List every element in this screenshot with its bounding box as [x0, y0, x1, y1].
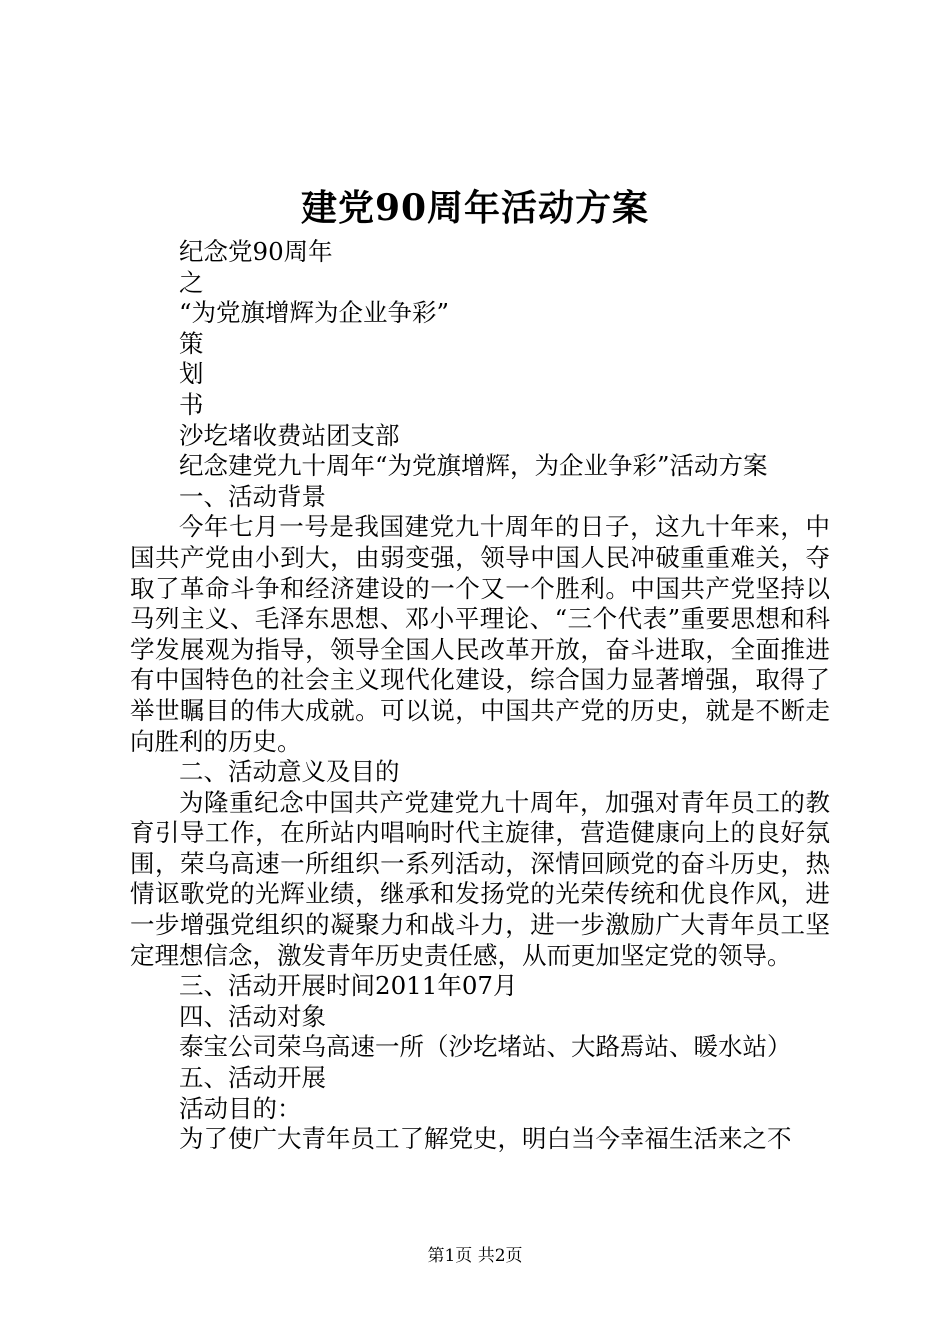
cover-organization: 沙圪堵收费站团支部: [179, 420, 400, 450]
cover-line-5: 划: [179, 359, 204, 389]
cover-line-1: 纪念党90周年: [179, 237, 333, 266]
cover-line-4: 策: [179, 328, 204, 358]
section-2-paragraph: 为隆重纪念中国共产党建党九十周年，加强对青年员工的教育引导工作，在所站内唱响时代主旋律，营造健康向上的良好氛围，荣乌高速一所组织一系列活动，深情回顾党的奋斗历史，热情讴歌党的光辉业绩，继承和发扬党的光荣传统和优良作风，进一步增强党组织的凝聚力和战斗力，进一步激励广大青年员工坚定理想信念，激发青年历史责任感，从而更加坚定党的领导。: [130, 787, 830, 970]
section-4-heading: 四、活动对象: [179, 1001, 326, 1031]
section-2-heading: 二、活动意义及目的: [179, 757, 400, 787]
section-3-heading: 三、活动开展时间2011年07月: [179, 971, 518, 1001]
cover-line-6: 书: [179, 389, 204, 419]
section-1-paragraph: 今年七月一号是我国建党九十周年的日子，这九十年来，中国共产党由小到大，由弱变强，领导中国人民冲破重重难关，夺取了革命斗争和经济建设的一个又一个胜利。中国共产党坚持以马列主义、毛泽东思想、邓小平理论、“三个代表”重要思想和科学发展观为指导，领导全国人民改革开放，奋斗进取，全面推进有中国特色的社会主义现代化建设，综合国力显著增强，取得了举世瞩目的伟大成就。可以说，中国共产党的历史，就是不断走向胜利的历史。: [130, 512, 830, 756]
section-5-heading: 五、活动开展: [179, 1063, 326, 1093]
cover-line-3: “为党旗增辉为企业争彩”: [179, 298, 450, 328]
section-5-subheading: 活动目的：: [179, 1093, 302, 1123]
page-title: 建党90周年活动方案: [300, 187, 650, 229]
page-footer: 第1页 共2页: [427, 1246, 523, 1266]
section-4-text: 泰宝公司荣乌高速一所（沙圪堵站、大路焉站、暖水站）: [179, 1032, 792, 1062]
section-1-heading: 一、活动背景: [179, 481, 326, 511]
cover-line-2: 之: [179, 267, 204, 297]
section-5-paragraph: 为了使广大青年员工了解党史，明白当今幸福生活来之不: [179, 1124, 792, 1154]
plan-title: 纪念建党九十周年“为党旗增辉，为企业争彩”活动方案: [179, 451, 768, 481]
document-body: [130, 237, 830, 1155]
